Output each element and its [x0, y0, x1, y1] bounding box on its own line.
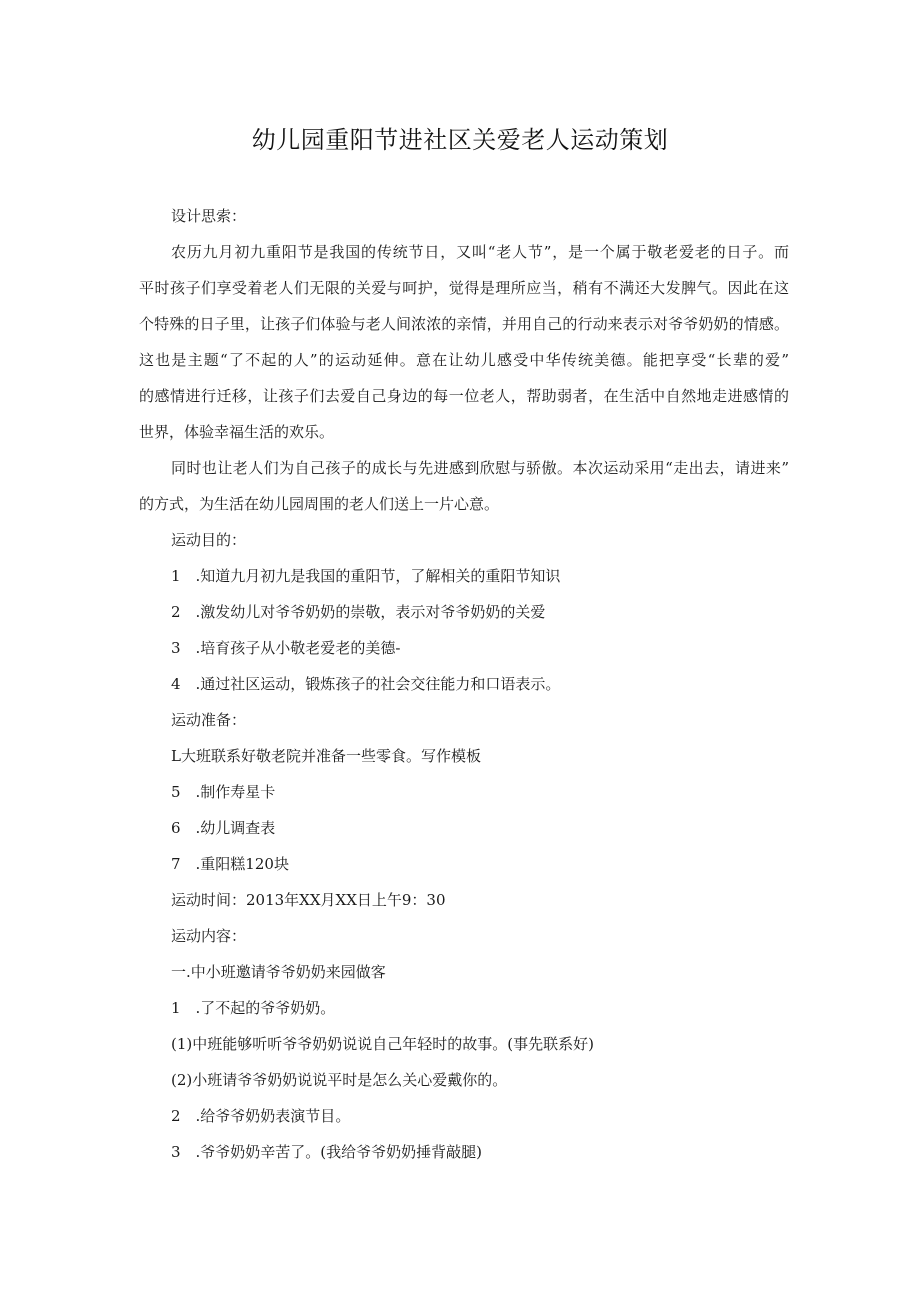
- body-line: 设计思索：: [171, 207, 247, 225]
- body-line: 1 .了不起的爷爷奶奶。: [171, 999, 336, 1017]
- body-line: 的感情进行迁移，让孩子们去爱自己身边的每一位老人，帮助弱者，在生活中自然地走进感情的: [139, 387, 789, 405]
- body-line: 同时也让老人们为自己孩子的成长与先进感到欣慰与骄傲。本次运动采用“走出去，请进来”: [171, 459, 789, 477]
- document-title: 幼儿园重阳节进社区关爱老人运动策划: [251, 126, 669, 154]
- body-line: 一.中小班邀请爷爷奶奶来园做客: [171, 963, 386, 981]
- body-line: 2 .给爷爷奶奶表演节目。: [171, 1107, 351, 1125]
- body-line: 6 .幼儿调查表: [171, 819, 276, 837]
- body-line: 运动内容：: [171, 927, 247, 945]
- body-line: L大班联系好敬老院并准备一些零食。写作模板: [171, 747, 481, 765]
- body-line: 农历九月初九重阳节是我国的传统节日，又叫“老人节”，是一个属于敬老爱老的日子。而: [171, 243, 789, 261]
- body-line: 世界，体验幸福生活的欢乐。: [139, 423, 335, 441]
- body-line: 运动准备：: [171, 711, 247, 729]
- body-line: 5 .制作寿星卡: [171, 783, 276, 801]
- body-line: (1)中班能够听听爷爷奶奶说说自己年轻时的故事。(事先联系好): [171, 1035, 594, 1053]
- body-line: 个特殊的日子里，让孩子们体验与老人间浓浓的亲情，并用自己的行动来表示对爷爷奶奶的情感。: [139, 315, 789, 333]
- body-line: 4 .通过社区运动，锻炼孩子的社会交往能力和口语表示。: [171, 675, 561, 693]
- body-line: 1 .知道九月初九是我国的重阳节，了解相关的重阳节知识: [171, 567, 561, 585]
- document-body: [139, 198, 789, 1170]
- body-line: 3 .爷爷奶奶辛苦了。(我给爷爷奶奶捶背敲腿): [171, 1143, 483, 1161]
- body-line: 平时孩子们享受着老人们无限的关爱与呵护，觉得是理所应当，稍有不满还大发脾气。因此在这: [139, 279, 789, 297]
- body-line: 的方式，为生活在幼儿园周围的老人们送上一片心意。: [139, 495, 500, 513]
- body-line: 2 .激发幼儿对爷爷奶奶的崇敬，表示对爷爷奶奶的关爱: [171, 603, 546, 621]
- body-line: 这也是主题“了不起的人”的运动延伸。意在让幼儿感受中华传统美德。能把享受“长辈的爱”: [139, 351, 789, 369]
- body-line: 3 .培育孩子从小敬老爱老的美德-: [171, 639, 401, 657]
- body-line: 运动目的：: [171, 531, 247, 549]
- body-line: 7 .重阳糕120块: [171, 855, 289, 873]
- body-line: (2)小班请爷爷奶奶说说平时是怎么关心爱戴你的。: [171, 1071, 508, 1089]
- body-line: 运动时间：2013年XX月XX日上午9：30: [171, 891, 446, 909]
